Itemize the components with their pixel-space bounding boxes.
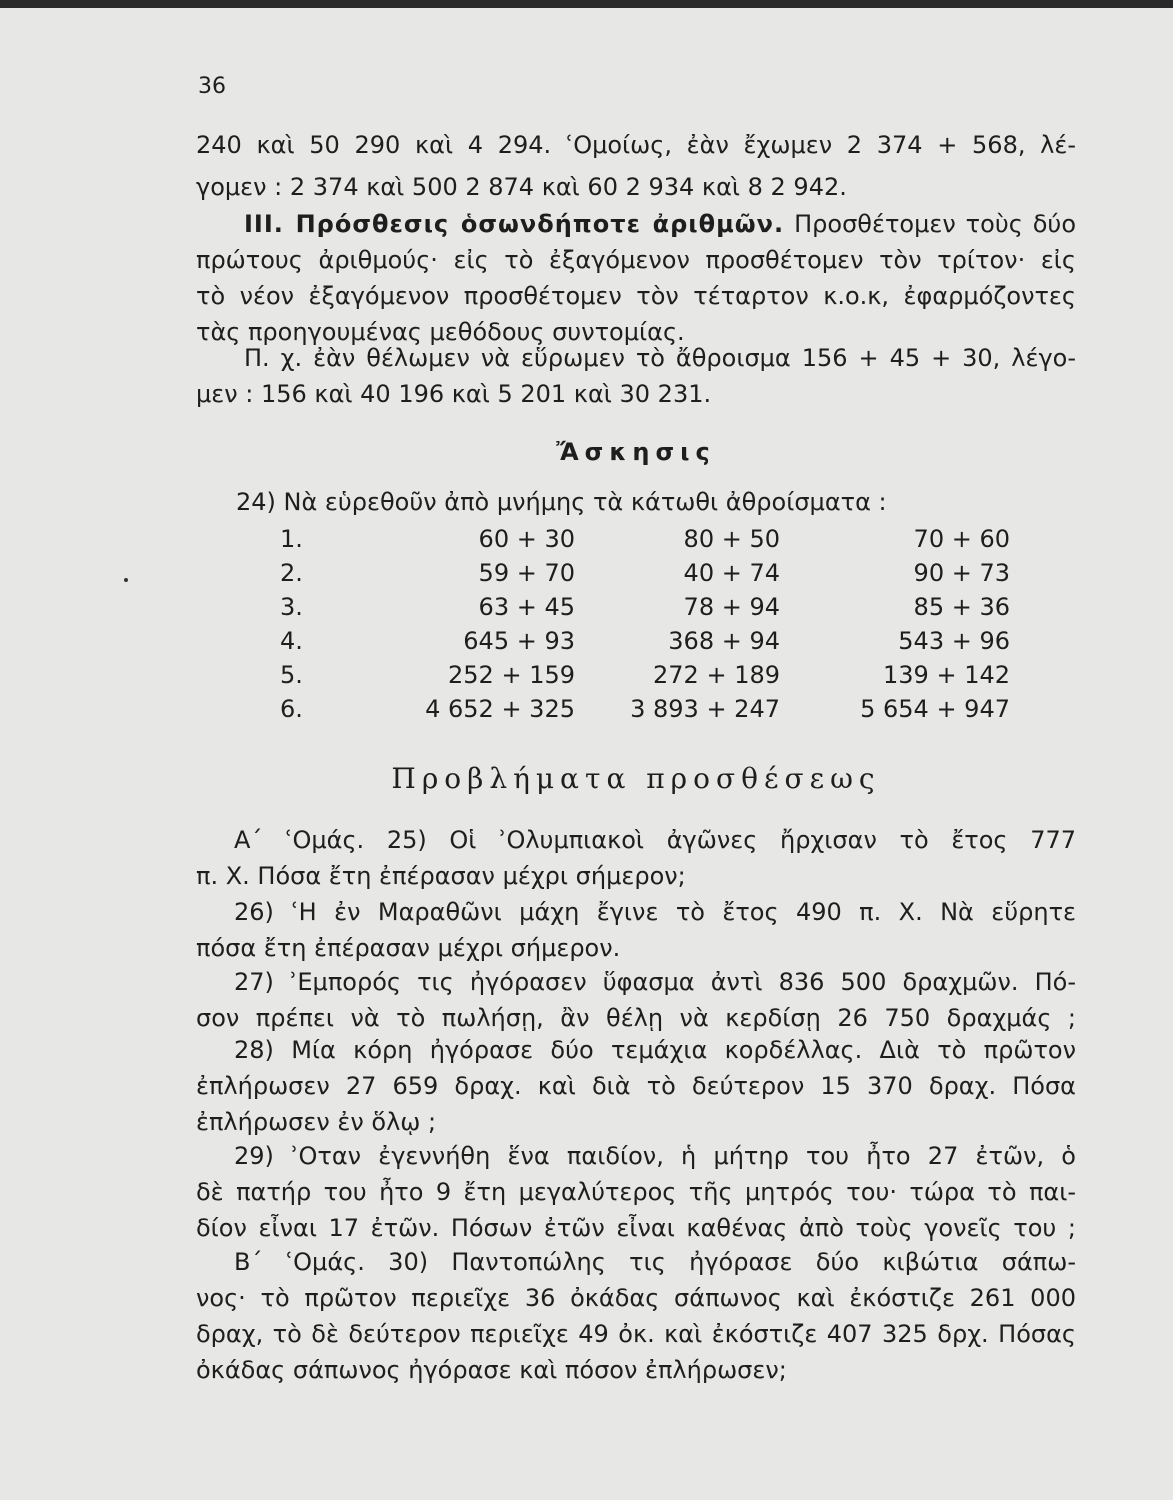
- example-line: Π. χ. ἐὰν θέλωμεν νὰ εὕρωμεν τὸ ἄθροισμα 156 + 45 + 30, λέγο-: [244, 344, 1076, 372]
- problem-line: δὲ πατήρ του ἦτο 9 ἔτη μεγαλύτερος τῆς μητρός του· τώρα τὸ παι-: [196, 1178, 1076, 1206]
- problem-line: 26) ʿΗ ἐν Μαραθῶνι μάχη ἔγινε τὸ ἔτος 490 π. Χ. Νὰ εὕρητε: [234, 898, 1076, 926]
- problem-line: ἐπλήρωσεν 27 659 δραχ. καὶ διὰ τὸ δεύτερον 15 370 δραχ. Πόσα: [196, 1072, 1076, 1100]
- table-row: [280, 692, 1010, 726]
- sum-cell: 4 652 + 325: [425, 695, 575, 723]
- exercise-table: [280, 522, 1010, 726]
- sum-cell: 645 + 93: [463, 627, 575, 655]
- problems-title: Προβλήματα προσθέσεως: [391, 762, 881, 795]
- text-line: τὰς προηγουμένας μεθόδους συντομίας.: [196, 318, 685, 346]
- row-number: 5.: [280, 661, 303, 689]
- text-line: τὸ νέον ἐξαγόμενον προσθέτομεν τὸν τέταρτον κ.ο.κ, ἐφαρμόζοντες: [196, 282, 1076, 310]
- problem-line: σον πρέπει νὰ τὸ πωλήσῃ, ἂν θέλῃ νὰ κερδίσῃ 26 750 δραχμάς ;: [196, 1004, 1076, 1032]
- problem-line: πόσα ἔτη ἐπέρασαν μέχρι σήμερον.: [196, 934, 621, 962]
- page-number: 36: [198, 74, 226, 99]
- problem-line: ἐπλήρωσεν ἐν ὅλῳ ;: [196, 1108, 437, 1136]
- sum-cell: 59 + 70: [478, 559, 575, 587]
- table-row: [280, 658, 1010, 692]
- text-fragment: Προσθέτομεν τοὺς δύο: [794, 210, 1077, 238]
- sum-cell: 60 + 30: [478, 525, 575, 553]
- text-line: 240 καὶ 50 290 καὶ 4 294. ʿΟμοίως, ἐὰν ἔχωμεν 2 374 + 568, λέ-: [196, 131, 1076, 159]
- problem-line: δίον εἶναι 17 ἐτῶν. Πόσων ἐτῶν εἶναι καθένας ἀπὸ τοὺς γονεῖς του ;: [196, 1214, 1076, 1242]
- sum-cell: 5 654 + 947: [860, 695, 1010, 723]
- sum-cell: 70 + 60: [913, 525, 1010, 553]
- section-heading-line: [244, 209, 1076, 239]
- problem-line: 29) ʾΟταν ἐγεννήθη ἕνα παιδίον, ἡ μήτηρ του ἦτο 27 ἐτῶν, ὁ: [234, 1142, 1076, 1170]
- exercise-instruction: 24) Νὰ εὑρεθοῦν ἀπὸ μνήμης τὰ κάτωθι ἀθροίσματα :: [236, 488, 887, 516]
- example-line: μεν : 156 καὶ 40 196 καὶ 5 201 καὶ 30 231.: [196, 380, 712, 408]
- sum-cell: 272 + 189: [653, 661, 780, 689]
- sum-cell: 3 893 + 247: [630, 695, 780, 723]
- sum-cell: 85 + 36: [913, 593, 1010, 621]
- scan-top-edge: [0, 0, 1173, 8]
- problem-line: 27) ʾΕμπορός τις ἠγόρασεν ὕφασμα ἀντὶ 836 500 δραχμῶν. Πό-: [234, 968, 1076, 996]
- sum-cell: 368 + 94: [668, 627, 780, 655]
- sum-cell: 543 + 96: [898, 627, 1010, 655]
- row-number: 1.: [280, 525, 303, 553]
- sum-cell: 252 + 159: [448, 661, 575, 689]
- text-line: πρώτους ἀριθμούς· εἰς τὸ ἐξαγόμενον προσθέτομεν τὸν τρίτον· εἰς: [196, 246, 1076, 274]
- table-row: [280, 590, 1010, 624]
- scan-speck: [124, 578, 128, 582]
- row-number: 4.: [280, 627, 303, 655]
- problem-line: Α΄ ʿΟμάς. 25) Οἱ ʾΟλυμπιακοὶ ἀγῶνες ἤρχισαν τὸ ἔτος 777: [234, 826, 1076, 854]
- sum-cell: 80 + 50: [683, 525, 780, 553]
- problem-line: δραχ, τὸ δὲ δεύτερον περιεῖχε 49 ὀκ. καὶ ἐκόστιζε 407 325 δρχ. Πόσας: [196, 1320, 1076, 1348]
- problem-line: νος· τὸ πρῶτον περιεῖχε 36 ὀκάδας σάπωνος καὶ ἐκόστιζε 261 000: [196, 1284, 1076, 1312]
- sum-cell: 40 + 74: [683, 559, 780, 587]
- problem-line: ὀκάδας σάπωνος ἠγόρασε καὶ πόσον ἐπλήρωσεν;: [196, 1356, 787, 1384]
- sum-cell: 63 + 45: [478, 593, 575, 621]
- row-number: 6.: [280, 695, 303, 723]
- row-number: 3.: [280, 593, 303, 621]
- sum-cell: 78 + 94: [683, 593, 780, 621]
- table-row: [280, 522, 1010, 556]
- table-row: [280, 556, 1010, 590]
- table-row: [280, 624, 1010, 658]
- text-line: γομεν : 2 374 καὶ 500 2 874 καὶ 60 2 934 καὶ 8 2 942.: [196, 173, 847, 201]
- section-heading: III. Πρόσθεσις ὁσωνδήποτε ἀριθμῶν.: [244, 210, 785, 238]
- problem-line: Β΄ ʿΟμάς. 30) Παντοπώλης τις ἠγόρασε δύο κιβώτια σάπω-: [234, 1248, 1076, 1276]
- row-number: 2.: [280, 559, 303, 587]
- sum-cell: 139 + 142: [883, 661, 1010, 689]
- problem-line: 28) Μία κόρη ἠγόρασε δύο τεμάχια κορδέλλας. Διὰ τὸ πρῶτον: [234, 1036, 1076, 1064]
- problem-line: π. Χ. Πόσα ἔτη ἐπέρασαν μέχρι σήμερον;: [196, 862, 686, 890]
- sum-cell: 90 + 73: [913, 559, 1010, 587]
- exercise-title: Ἄσκησις: [556, 438, 716, 466]
